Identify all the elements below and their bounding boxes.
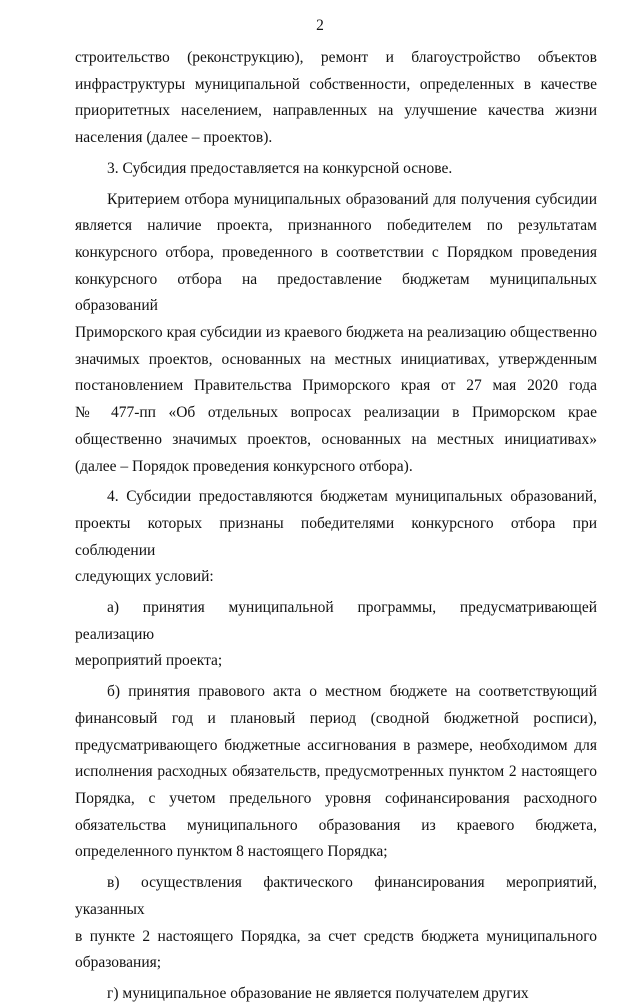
text-line: значимых проектов, основанных на местных инициативах, утвержденным [75, 350, 597, 368]
text-line: а) принятия муниципальной программы, предусматривающей реализацию [75, 599, 597, 643]
paragraph [75, 484, 597, 591]
text-line: Приморского края субсидии из краевого бюджета на реализацию общественно [75, 324, 597, 342]
text-line: б) принятия правового акта о местном бюджете на соответствующий [107, 683, 597, 701]
text-line: предусматривающего бюджетные ассигнования в размере, необходимом для [75, 736, 597, 754]
text-line: инфраструктуры муниципальной собственности, определенных в качестве [75, 75, 597, 93]
text-line: в пункте 2 настоящего Порядка, за счет средств бюджета муниципального [75, 927, 597, 945]
text-line: постановлением Правительства Приморского края от 27 мая 2020 года [75, 377, 597, 395]
text-line: в) осуществления фактического финансирования мероприятий, указанных [75, 874, 597, 918]
text-line: строительство (реконструкцию), ремонт и благоустройство объектов [75, 49, 597, 66]
text-line: финансовый год и плановый период (сводной бюджетной росписи), [75, 709, 597, 727]
text-line: следующих условий: [75, 568, 214, 586]
text-line: конкурсного отбора на предоставление бюджетам муниципальных образований [75, 270, 597, 315]
text-line: (далее – Порядок проведения конкурсного отбора). [75, 457, 413, 475]
paragraph [75, 981, 597, 1008]
paragraph [75, 595, 597, 675]
text-line: Порядка, с учетом предельного уровня софинансирования расходного [75, 789, 597, 807]
text-line: определенного пунктом 8 настоящего Порядка; [75, 843, 388, 861]
text-line: № 477-пп «Об отдельных вопросах реализации в Приморском крае [75, 404, 597, 422]
paragraph [75, 156, 597, 183]
paragraph [75, 870, 597, 977]
text-line: приоритетных населением, направленных на улучшение качества жизни [75, 102, 597, 120]
document-body [75, 45, 597, 1008]
paragraph [75, 679, 597, 866]
text-line: конкурсного отбора, проведенного в соответствии с Порядком проведения [75, 243, 597, 261]
paragraph [75, 45, 597, 152]
text-line: 4. Субсидии предоставляются бюджетам муниципальных образований, [107, 488, 597, 506]
text-line: образования; [75, 954, 162, 972]
text-line: исполнения расходных обязательств, предусмотренных пунктом 2 настоящего [75, 763, 597, 781]
text-line: населения (далее – проектов). [75, 129, 273, 147]
paragraph [75, 187, 597, 481]
text-line: общественно значимых проектов, основанных на местных инициативах» [75, 430, 597, 448]
text-line: г) муниципальное образование не является получателем других [107, 984, 529, 1002]
page-number: 2 [316, 17, 324, 34]
text-line: проекты которых признаны победителями конкурсного отбора при соблюдении [75, 514, 597, 559]
text-line: обязательства муниципального образования из краевого бюджета, [75, 816, 597, 834]
text-line: Критерием отбора муниципальных образований для получения субсидии [107, 190, 597, 208]
text-line: является наличие проекта, признанного победителем по результатам [75, 217, 597, 235]
text-line: 3. Субсидия предоставляется на конкурсной основе. [107, 159, 453, 177]
text-line: мероприятий проекта; [75, 652, 223, 670]
